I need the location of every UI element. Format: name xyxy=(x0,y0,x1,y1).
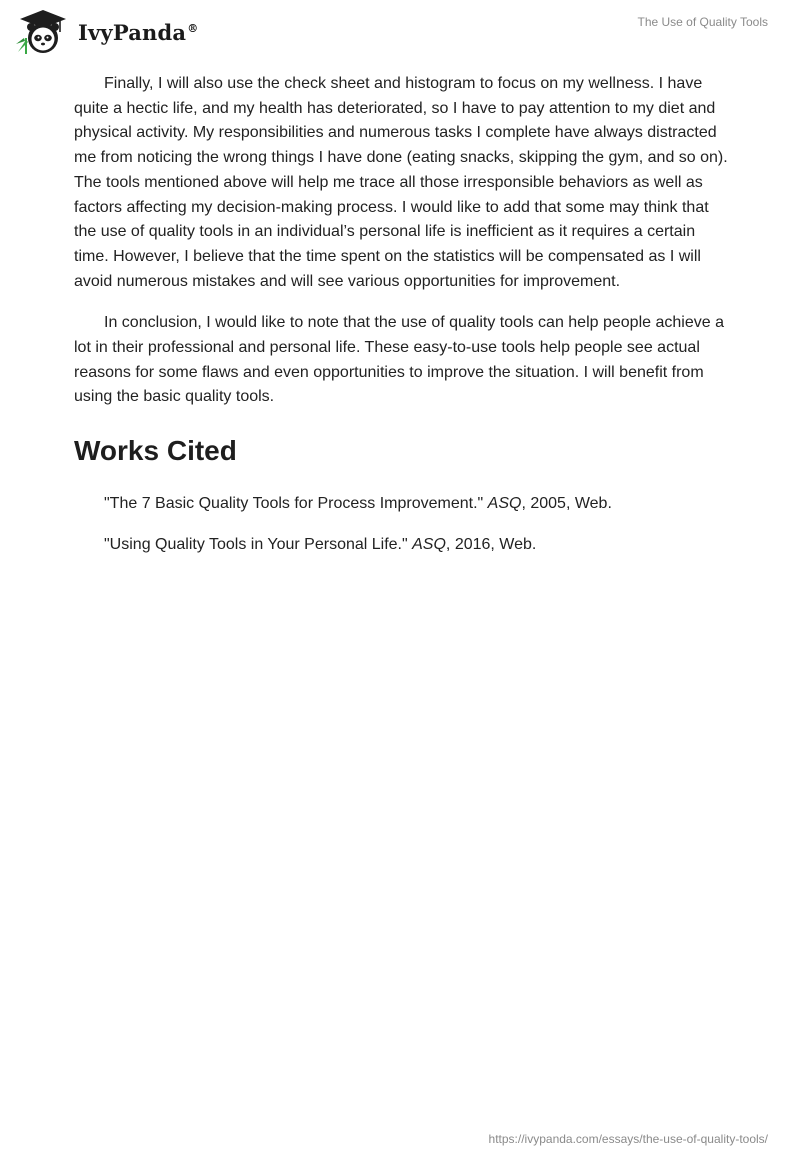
works-cited-heading: Works Cited xyxy=(74,435,237,467)
panda-graduate-icon xyxy=(14,8,72,56)
citation-entry: "The 7 Basic Quality Tools for Process Improvement." ASQ, 2005, Web. xyxy=(104,495,612,513)
document-title: The Use of Quality Tools xyxy=(637,15,768,29)
essay-content xyxy=(74,72,728,574)
body-paragraph: Finally, I will also use the check sheet and histogram to focus on my wellness. I have quite a hectic life, and my health has deteriorated, so I have to pay attention to my diet and physical activity. My responsibilities and numerous tasks I complete have always distracted me from noticing the wrong things I have done (eating snacks, skipping the gym, and so on). The tools mentioned above will help me trace all those irresponsible behaviors as well as factors affecting my decision-making process. I would like to add that some may think that the use of quality tools in an individual’s personal life is inefficient as it requires a certain time. However, I believe that the time spent on the statistics will be compensated as I will avoid numerous mistakes and will see various opportunities for improvement. xyxy=(74,75,728,290)
ivypanda-logo[interactable] xyxy=(14,8,198,56)
page-header xyxy=(0,0,800,70)
brand-name: IvyPanda® xyxy=(78,19,199,45)
citation-entry: "Using Quality Tools in Your Personal Life." ASQ, 2016, Web. xyxy=(104,536,537,554)
body-paragraph: In conclusion, I would like to note that the use of quality tools can help people achieve a lot in their professional and personal life. These easy-to-use tools help people see actual reasons for some flaws and even opportunities to improve the situation. I will benefit from using the basic quality tools. xyxy=(74,314,724,406)
source-url-link[interactable]: https://ivypanda.com/essays/the-use-of-quality-tools/ xyxy=(488,1132,768,1146)
